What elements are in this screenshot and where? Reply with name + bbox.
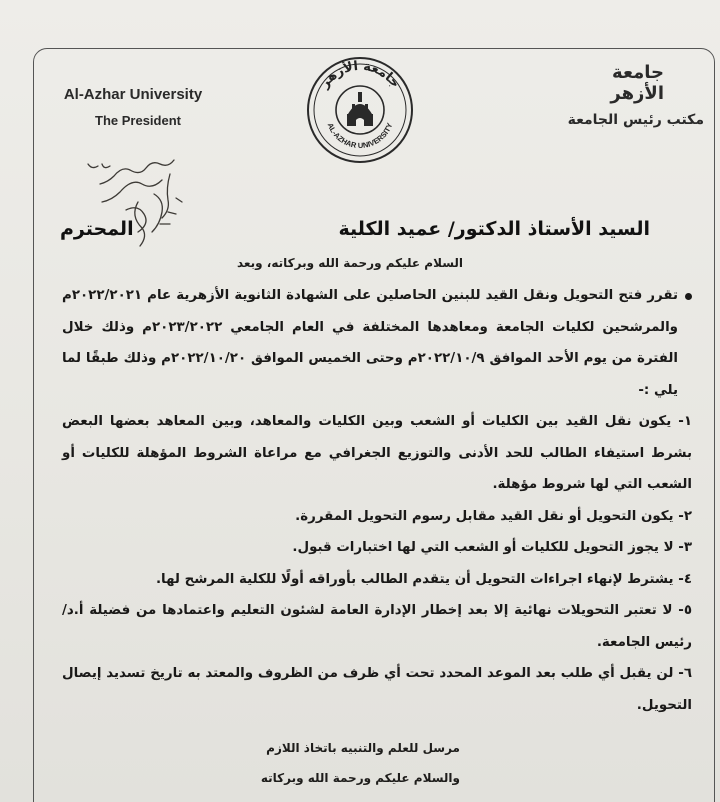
university-name-ar: جامعة الأزهر (610, 62, 664, 104)
list-item: ٢- يكون التحويل أو نقل القيد مقابل رسوم التحويل المقررة. (295, 508, 692, 524)
list-item: ٦- لن يقبل أي طلب بعد الموعد المحدد تحت أي ظرف من الظروف والمعتد به تاريخ تسديد إيصال التحويل. (62, 666, 692, 713)
closing-line-2: والسلام عليكم ورحمة الله وبركاته (260, 771, 460, 785)
list-item: ٤- يشترط لإنهاء اجراءات التحويل أن يتقدم الطالب بأوراقه أولًا للكلية المرشح لها. (155, 571, 692, 587)
salutation-line (60, 218, 650, 248)
president-title-en: The President (95, 113, 181, 128)
list-item: ٣- لا يجوز التحويل للكليات أو الشعب التي لها اختبارات قبول. (292, 540, 692, 555)
greeting: السلام عليكم ورحمة الله وبركاته، وبعد (236, 256, 464, 270)
closing-block (250, 733, 460, 793)
addressee: السيد الأستاذ الدكتور/ عميد الكلية (338, 218, 650, 240)
svg-text:AL-AZHAR UNIVERSITY: AL-AZHAR UNIVERSITY (325, 121, 395, 151)
intro-paragraph (62, 280, 692, 406)
al-azhar-seal-logo (304, 54, 416, 166)
list-item: ٥- لا تعتبر التحويلات نهائية إلا بعد إخطار الإدارة العامة لشئون التعليم واعتمادها من فضيلة أ.د/ رئيس الجامعة. (62, 603, 692, 650)
closing-line-1: مرسل للعلم والتنبيه باتخاذ اللازم (266, 741, 460, 755)
president-office-ar: مكتب رئيس الجامعة (567, 112, 704, 128)
handwritten-annotation-signature (66, 150, 216, 270)
university-name-en: Al-Azhar University (63, 86, 203, 103)
mosque-emblem (347, 92, 373, 126)
bullet-icon (685, 293, 692, 300)
svg-text:جامعة الأزهر: جامعة الأزهر (317, 58, 403, 92)
intro-text: تقرر فتح التحويل ونقل القيد للبنين الحاصلين على الشهادة الثانوية الأزهرية عام ٢٠٢٢/٢٠٢١م والمرشحين لكليات الجامعة ومعاهدها المختلفة في العام الجامعي ٢٠٢٣/٢٠٢٢م وذلك خلال الفترة من يوم الأحد الموافق ٢٠٢٢/١٠/٩م وحتى الخميس الموافق ٢٠٢٢/١٠/٢٠م وذلك طبقًا لما يلي :- (62, 288, 678, 398)
arabic-letterhead (554, 62, 704, 128)
english-letterhead (48, 86, 218, 128)
respect-title: المحترم (60, 218, 134, 240)
letter-body (62, 280, 692, 721)
list-item: ١- يكون نقل القيد بين الكليات أو الشعب وبين الكليات والمعاهد، وبين المعاهد بعضها البعض بشرط استيفاء الطالب للحد الأدنى والتوزيع الجغرافي مع مراعاة الشروط المؤهلة للكليات أو الشعب التي لها شروط مؤهلة. (62, 414, 692, 492)
